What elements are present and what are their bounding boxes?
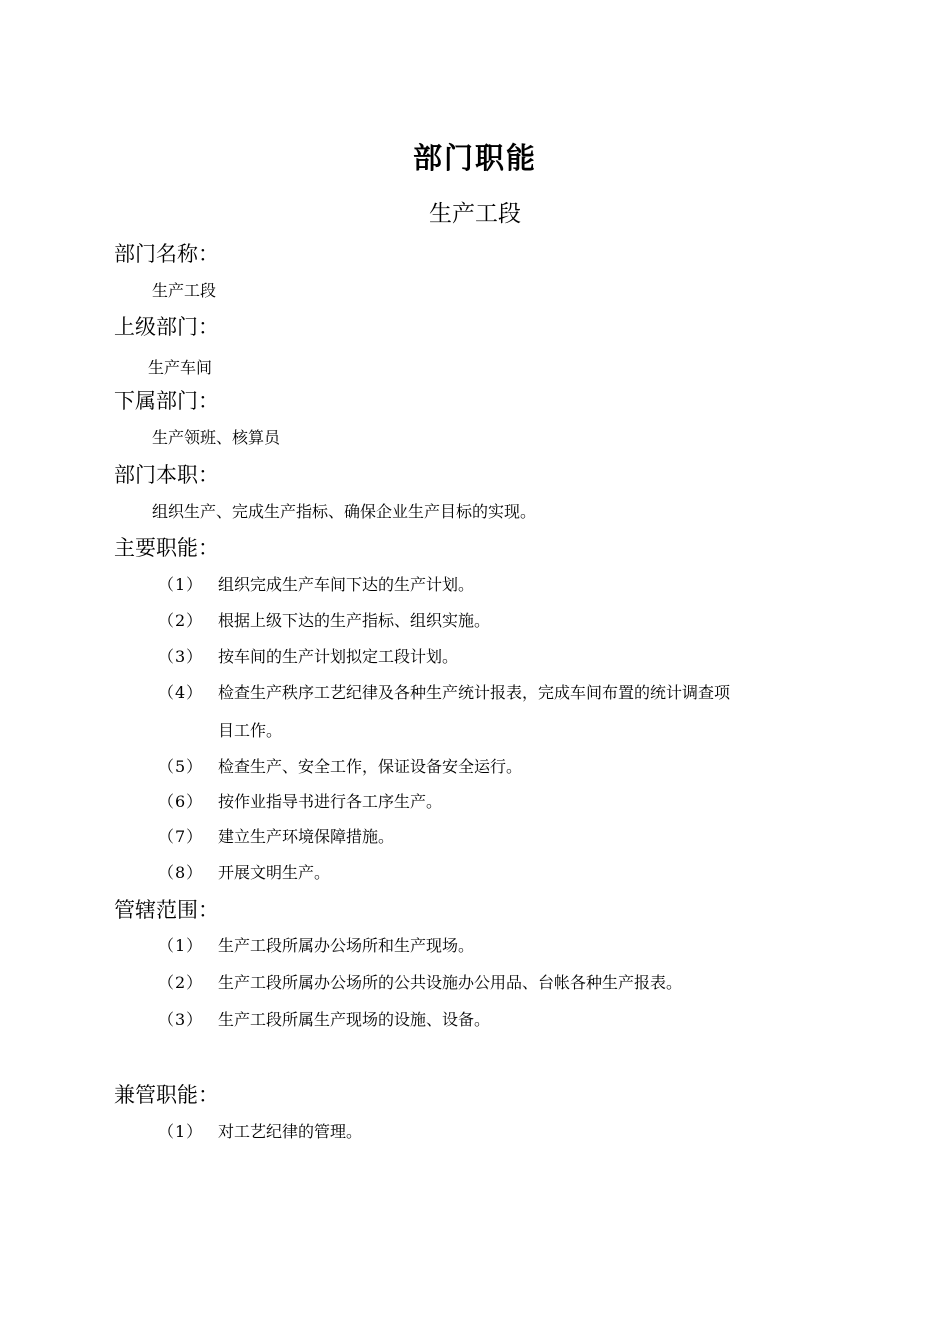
concurrent-item-text: 对工艺纪律的管理。 bbox=[218, 1122, 363, 1141]
function-item-number: （5） bbox=[158, 757, 204, 776]
subordinate-dept-value: 生产领班、核算员 bbox=[152, 428, 281, 447]
function-item-text: 检查生产秩序工艺纪律及各种生产统计报表，完成车间布置的统计调查项 bbox=[218, 683, 731, 702]
function-item-text: 组织完成生产车间下达的生产计划。 bbox=[218, 575, 475, 594]
main-functions-heading: 主要职能： bbox=[114, 536, 219, 560]
function-item-number: （4） bbox=[158, 683, 204, 702]
function-item-text: 按车间的生产计划拟定工段计划。 bbox=[218, 647, 459, 666]
function-item-text: 按作业指导书进行各工序生产。 bbox=[218, 792, 443, 811]
subordinate-dept-heading: 下属部门： bbox=[114, 389, 219, 413]
dept-name-value: 生产工段 bbox=[152, 281, 217, 300]
scope-item-number: （2） bbox=[158, 973, 204, 992]
scope-item-number: （3） bbox=[158, 1010, 204, 1029]
function-item-number: （6） bbox=[158, 792, 204, 811]
function-item-text: 开展文明生产。 bbox=[218, 863, 331, 882]
scope-heading: 管辖范围： bbox=[114, 898, 219, 922]
concurrent-functions-heading: 兼管职能： bbox=[114, 1083, 219, 1107]
function-item-number: （8） bbox=[158, 863, 204, 882]
function-item-number: （1） bbox=[158, 575, 204, 594]
function-item-number: （7） bbox=[158, 827, 204, 846]
dept-duty-value: 组织生产、完成生产指标、确保企业生产目标的实现。 bbox=[152, 502, 537, 521]
scope-item-text: 生产工段所属办公场所和生产现场。 bbox=[218, 936, 475, 955]
scope-item-number: （1） bbox=[158, 936, 204, 955]
superior-dept-value: 生产车间 bbox=[148, 358, 213, 377]
function-item-text-continuation: 目工作。 bbox=[218, 721, 283, 740]
function-item-number: （2） bbox=[158, 611, 204, 630]
document-title: 部门职能 bbox=[412, 141, 537, 175]
scope-item-text: 生产工段所属办公场所的公共设施办公用品、台帐各种生产报表。 bbox=[218, 973, 683, 992]
document-subtitle: 生产工段 bbox=[429, 201, 521, 227]
function-item-number: （3） bbox=[158, 647, 204, 666]
dept-name-heading: 部门名称： bbox=[114, 242, 219, 266]
function-item-text: 建立生产环境保障措施。 bbox=[218, 827, 395, 846]
concurrent-item-number: （1） bbox=[158, 1122, 204, 1141]
function-item-text: 检查生产、安全工作，保证设备安全运行。 bbox=[218, 757, 523, 776]
dept-duty-heading: 部门本职： bbox=[114, 463, 219, 487]
scope-item-text: 生产工段所属生产现场的设施、设备。 bbox=[218, 1010, 491, 1029]
function-item-text: 根据上级下达的生产指标、组织实施。 bbox=[218, 611, 491, 630]
superior-dept-heading: 上级部门： bbox=[114, 315, 219, 339]
